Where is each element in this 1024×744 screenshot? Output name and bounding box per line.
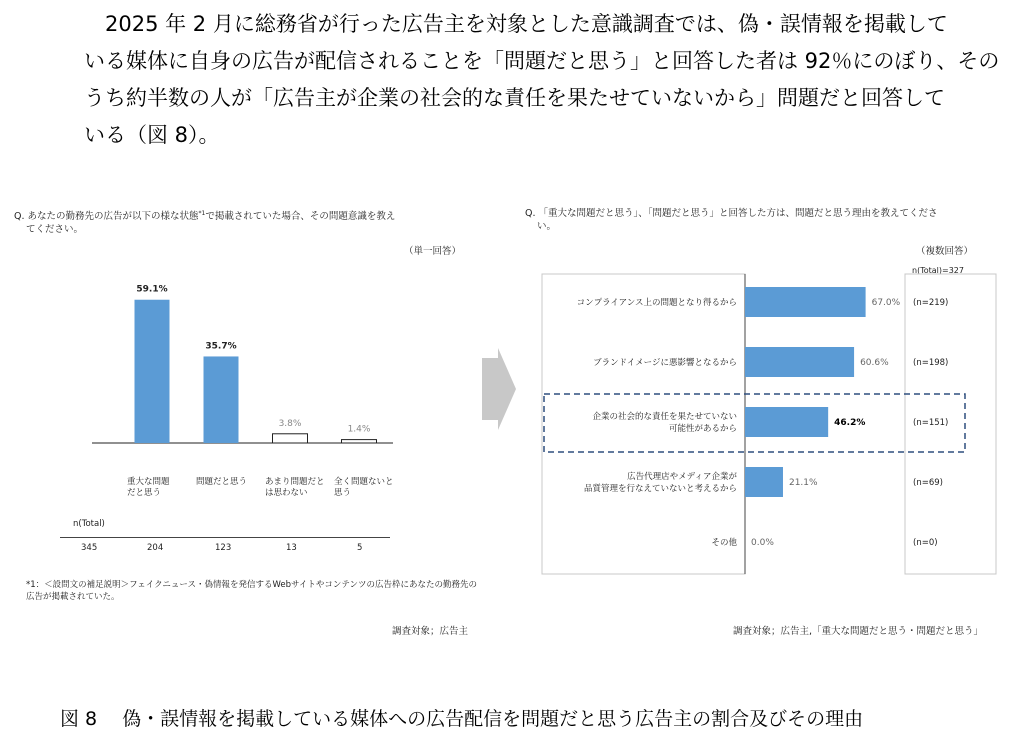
- n-label: (n=151): [913, 418, 949, 428]
- category-label: 重大な問題: [127, 477, 170, 487]
- n-value: 204: [147, 543, 164, 553]
- bar: [342, 440, 377, 443]
- data-label: 3.8%: [278, 418, 302, 429]
- bar: [273, 434, 308, 443]
- right-question-line2: い。: [537, 221, 557, 232]
- n-divider: [60, 537, 390, 538]
- paragraph-line: うち約半数の人が「広告主が企業の社会的な責任を果たせていないから」問題だと回答して: [84, 86, 945, 110]
- category-label: だと思う: [127, 488, 162, 498]
- data-label: 0.0%: [751, 538, 774, 548]
- right-source: 調査対象；広告主,「重大な問題だと思う・問題だと思う」: [733, 626, 984, 637]
- paragraph-line: いる媒体に自身の広告が配信されることを「問題だと思う」と回答した者は 92％にのぼり、その: [84, 49, 1000, 73]
- data-label: 46.2%: [834, 418, 866, 428]
- category-label: ブランドイメージに悪影響となるから: [593, 358, 737, 368]
- n-value-total: 345: [81, 543, 98, 553]
- category-label: コンプライアンス上の問題となり得るから: [576, 298, 737, 308]
- data-label: 35.7%: [205, 341, 237, 352]
- left-question-line2: てください。: [26, 224, 84, 236]
- category-label: 問題だと思う: [196, 477, 248, 487]
- right-question-line1: Q. 「重大な問題だと思う」、「問題だと思う」と回答した方は、問題だと思う理由を教えてくださ: [525, 208, 938, 219]
- horizontal-bar-chart: [500, 250, 1024, 590]
- left-source: 調査対象；広告主: [392, 626, 469, 637]
- n-value: 5: [357, 543, 363, 553]
- data-label: 67.0%: [871, 298, 901, 308]
- category-label: 企業の社会的な責任を果たせていない: [592, 412, 737, 422]
- n-value: 123: [215, 543, 232, 553]
- data-label: 59.1%: [136, 284, 168, 295]
- category-label: 広告代理店やメディア企業が: [627, 472, 737, 482]
- left-footnote: [26, 579, 496, 603]
- category-label: 品質管理を行なえていないと考えるから: [583, 484, 737, 494]
- n-label: (n=198): [913, 358, 949, 368]
- paragraph-line: いる（図 8）。: [84, 123, 220, 147]
- n-total-label: n(Total): [73, 519, 105, 529]
- right-answer-type: （複数回答）: [916, 246, 974, 257]
- left-answer-type: （単一回答）: [404, 246, 462, 257]
- n-label: (n=69): [913, 478, 943, 488]
- category-label: 全く問題ないと: [334, 477, 394, 487]
- bar: [745, 407, 828, 437]
- footnote-line: 広告が掲載されていた。: [26, 592, 120, 602]
- n-value: 13: [286, 543, 297, 553]
- category-label: 思う: [334, 488, 352, 498]
- intro-paragraph: [84, 6, 1000, 154]
- data-label: 60.6%: [860, 358, 889, 368]
- left-question-text: Q. あなたの勤務先の広告が以下の様な状態: [14, 211, 199, 223]
- paragraph-line: 2025 年 2 月に総務省が行った広告主を対象とした意識調査では、偽・誤情報を掲載して: [105, 12, 948, 36]
- footnote-marker: *1: [198, 210, 206, 217]
- figure-caption: 図 8 偽・誤情報を掲載している媒体への広告配信を問題だと思う広告主の割合及びその理由: [60, 708, 864, 730]
- category-label: あまり問題だと: [265, 477, 325, 487]
- n-label: (n=0): [913, 538, 938, 548]
- bar: [204, 356, 239, 443]
- bar: [745, 467, 783, 497]
- right-question: [525, 207, 1005, 233]
- data-label: 1.4%: [347, 424, 371, 435]
- bar: [135, 300, 170, 443]
- footnote-line: *1：＜設問文の補足説明＞フェイクニュース・偽情報を発信するWebサイトやコンテンツの広告枠にあなたの勤務先の: [26, 580, 477, 590]
- left-question: [14, 207, 484, 236]
- category-label: は思わない: [265, 488, 308, 498]
- category-label: その他: [711, 538, 737, 548]
- category-label: 可能性があるから: [668, 424, 737, 434]
- bar: [745, 347, 854, 377]
- data-label: 21.1%: [788, 478, 818, 488]
- n-total-right: n(Total)=327: [912, 266, 964, 275]
- bar: [745, 287, 866, 317]
- left-question-tail: で掲載されていた場合、その問題意識を教え: [205, 211, 396, 223]
- n-label: (n=219): [913, 298, 949, 308]
